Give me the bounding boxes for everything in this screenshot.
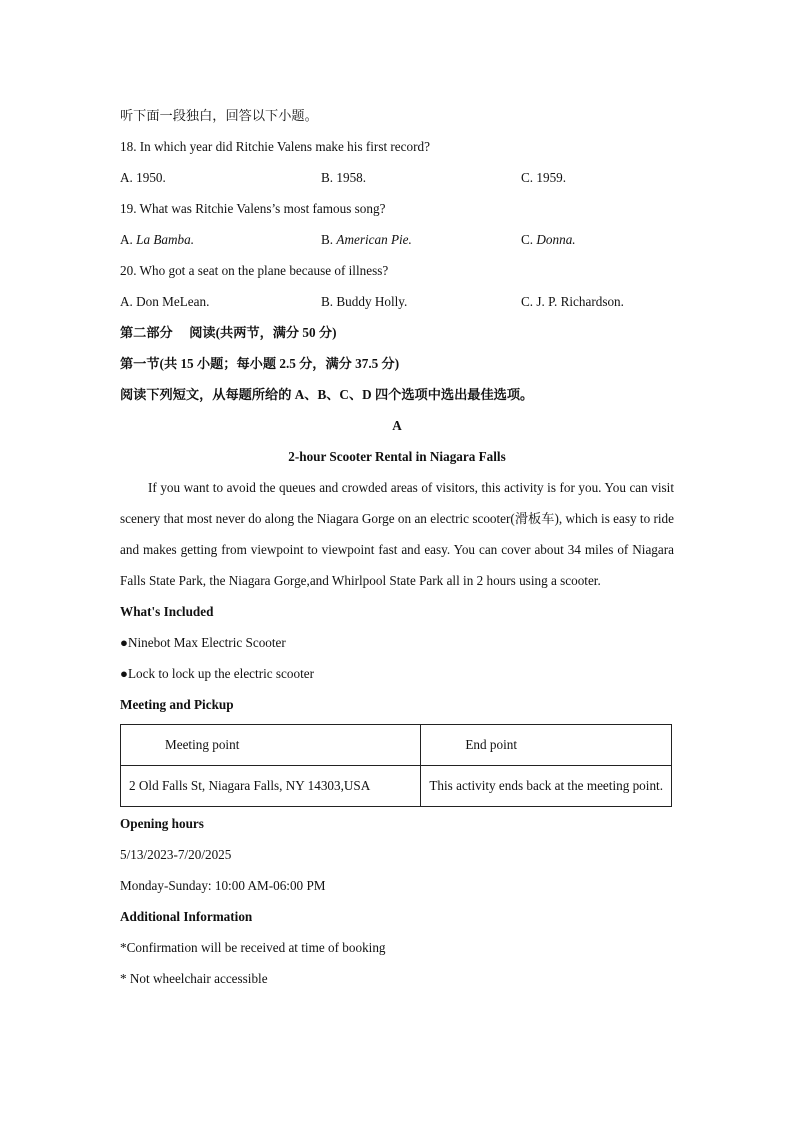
passage-title: 2-hour Scooter Rental in Niagara Falls bbox=[288, 449, 506, 464]
included-item: ●Lock to lock up the electric scooter bbox=[120, 666, 314, 681]
option-a: A. Don MeLean. bbox=[120, 294, 210, 309]
additional-line: * Not wheelchair accessible bbox=[120, 971, 268, 986]
option-a: A. 1950. bbox=[120, 170, 166, 185]
reading-instruction: 阅读下列短文，从每题所给的 A、B、C、D 四个选项中选出最佳选项。 bbox=[120, 387, 534, 402]
included-heading: What's Included bbox=[120, 604, 214, 619]
option-row bbox=[120, 286, 674, 317]
hours-line: 5/13/2023-7/20/2025 bbox=[120, 847, 232, 862]
meeting-table bbox=[120, 724, 672, 807]
passage-letter: A bbox=[392, 418, 402, 433]
hours-heading: Opening hours bbox=[120, 816, 204, 831]
option-a: A. La Bamba. bbox=[120, 232, 195, 247]
option-b: B. American Pie. bbox=[321, 232, 412, 247]
option-b: B. Buddy Holly. bbox=[321, 294, 408, 309]
listening-instruction: 听下面一段独白，回答以下小题。 bbox=[120, 108, 318, 123]
option-c: C. Donna. bbox=[521, 232, 576, 247]
option-c: C. J. P. Richardson. bbox=[521, 294, 624, 309]
passage-intro: If you want to avoid the queues and crowded areas of visitors, this activity is for you. You can visit scenery that most never do along the Niagara Gorge on an electric scooter(滑板车), which is easy to ride and makes getting from viewpoint to viewpoint fast and easy. You can cover about 34 miles of Niagara Falls State Park, the Niagara Gorge,and Whirlpool State Park all in 2 hours using a scooter. bbox=[120, 480, 674, 588]
table-header-cell: End point bbox=[421, 725, 672, 766]
additional-line: *Confirmation will be received at time of booking bbox=[120, 940, 386, 955]
table-row bbox=[121, 766, 672, 807]
question-stem: 20. Who got a seat on the plane because of illness? bbox=[120, 263, 389, 278]
question-stem: 18. In which year did Ritchie Valens make his first record? bbox=[120, 139, 430, 154]
included-item: ●Ninebot Max Electric Scooter bbox=[120, 635, 286, 650]
table-cell: This activity ends back at the meeting point. bbox=[421, 766, 672, 807]
table-header-row bbox=[121, 725, 672, 766]
section-heading: 第一节(共 15 小题；每小题 2.5 分，满分 37.5 分) bbox=[120, 356, 400, 371]
option-row bbox=[120, 162, 674, 193]
meeting-heading: Meeting and Pickup bbox=[120, 697, 234, 712]
option-c: C. 1959. bbox=[521, 170, 567, 185]
additional-heading: Additional Information bbox=[120, 909, 253, 924]
option-b: B. 1958. bbox=[321, 170, 367, 185]
hours-line: Monday-Sunday: 10:00 AM-06:00 PM bbox=[120, 878, 326, 893]
part-heading: 第二部分 阅读(共两节，满分 50 分) bbox=[120, 325, 337, 340]
table-header-cell: Meeting point bbox=[121, 725, 421, 766]
question-stem: 19. What was Ritchie Valens’s most famous song? bbox=[120, 201, 386, 216]
document-page bbox=[120, 100, 674, 994]
option-row bbox=[120, 224, 674, 255]
table-cell: 2 Old Falls St, Niagara Falls, NY 14303,USA bbox=[121, 766, 421, 807]
